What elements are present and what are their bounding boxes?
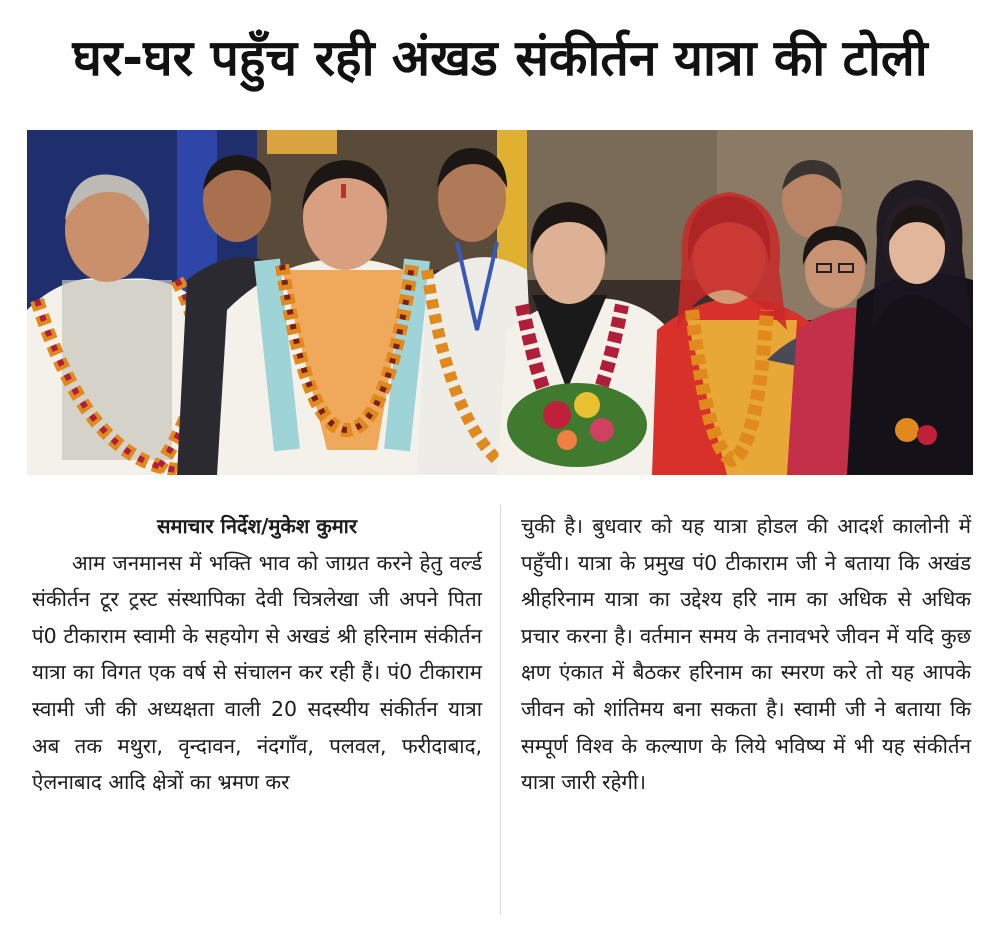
article-text-right: चुकी है। बुधवार को यह यात्रा होडल की आदर्श कालोनी में पहुँची। यात्रा के प्रमुख पं0 टीकाराम जी ने बताया कि अखंड श्रीहरिनाम यात्रा का उद्देश्य हरि नाम का अधिक से अधिक प्रचार करना है। वर्तमान समय के तनावभरे जीवन में यदि कुछ क्षण एंकात में बैठकर हरिनाम का स्मरण करे तो यह आपके जीवन को शांतिमय बना सकता है। स्वामी जी ने बताया कि सम्पूर्ण विश्व के कल्याण के लिये भविष्य में भी यह संकीर्तन यात्रा जारी रहेगी। — [521, 514, 971, 795]
column-divider — [500, 505, 501, 915]
byline: समाचार निर्देश/मुकेश कुमार — [156, 514, 358, 538]
news-photo — [27, 130, 973, 475]
headline: घर-घर पहुँच रही अंखड संकीर्तन यात्रा की टोली — [72, 29, 928, 87]
article-column-right — [521, 508, 971, 801]
article-column-left — [32, 508, 482, 801]
group-photo-illustration — [27, 130, 973, 475]
article-text-left: आम जनमानस में भक्ति भाव को जाग्रत करने हेतु वर्ल्ड संकीर्तन टूर ट्रस्ट संस्थापिका देवी चित्रलेखा जी अपने पिता पं0 टीकाराम स्वामी के सहयोग से अखडं श्री हरिनाम संकीर्तन यात्रा का विगत एक वर्ष से संचालन कर रही हैं। पं0 टीकाराम स्वामी जी की अध्यक्षता वाली 20 सदस्यीय संकीर्तन यात्रा अब तक मथुरा, वृन्दावन, नंदगाँव, पलवल, फरीदाबाद, ऐलनाबाद आदि क्षेत्रों का भ्रमण कर — [32, 550, 482, 795]
